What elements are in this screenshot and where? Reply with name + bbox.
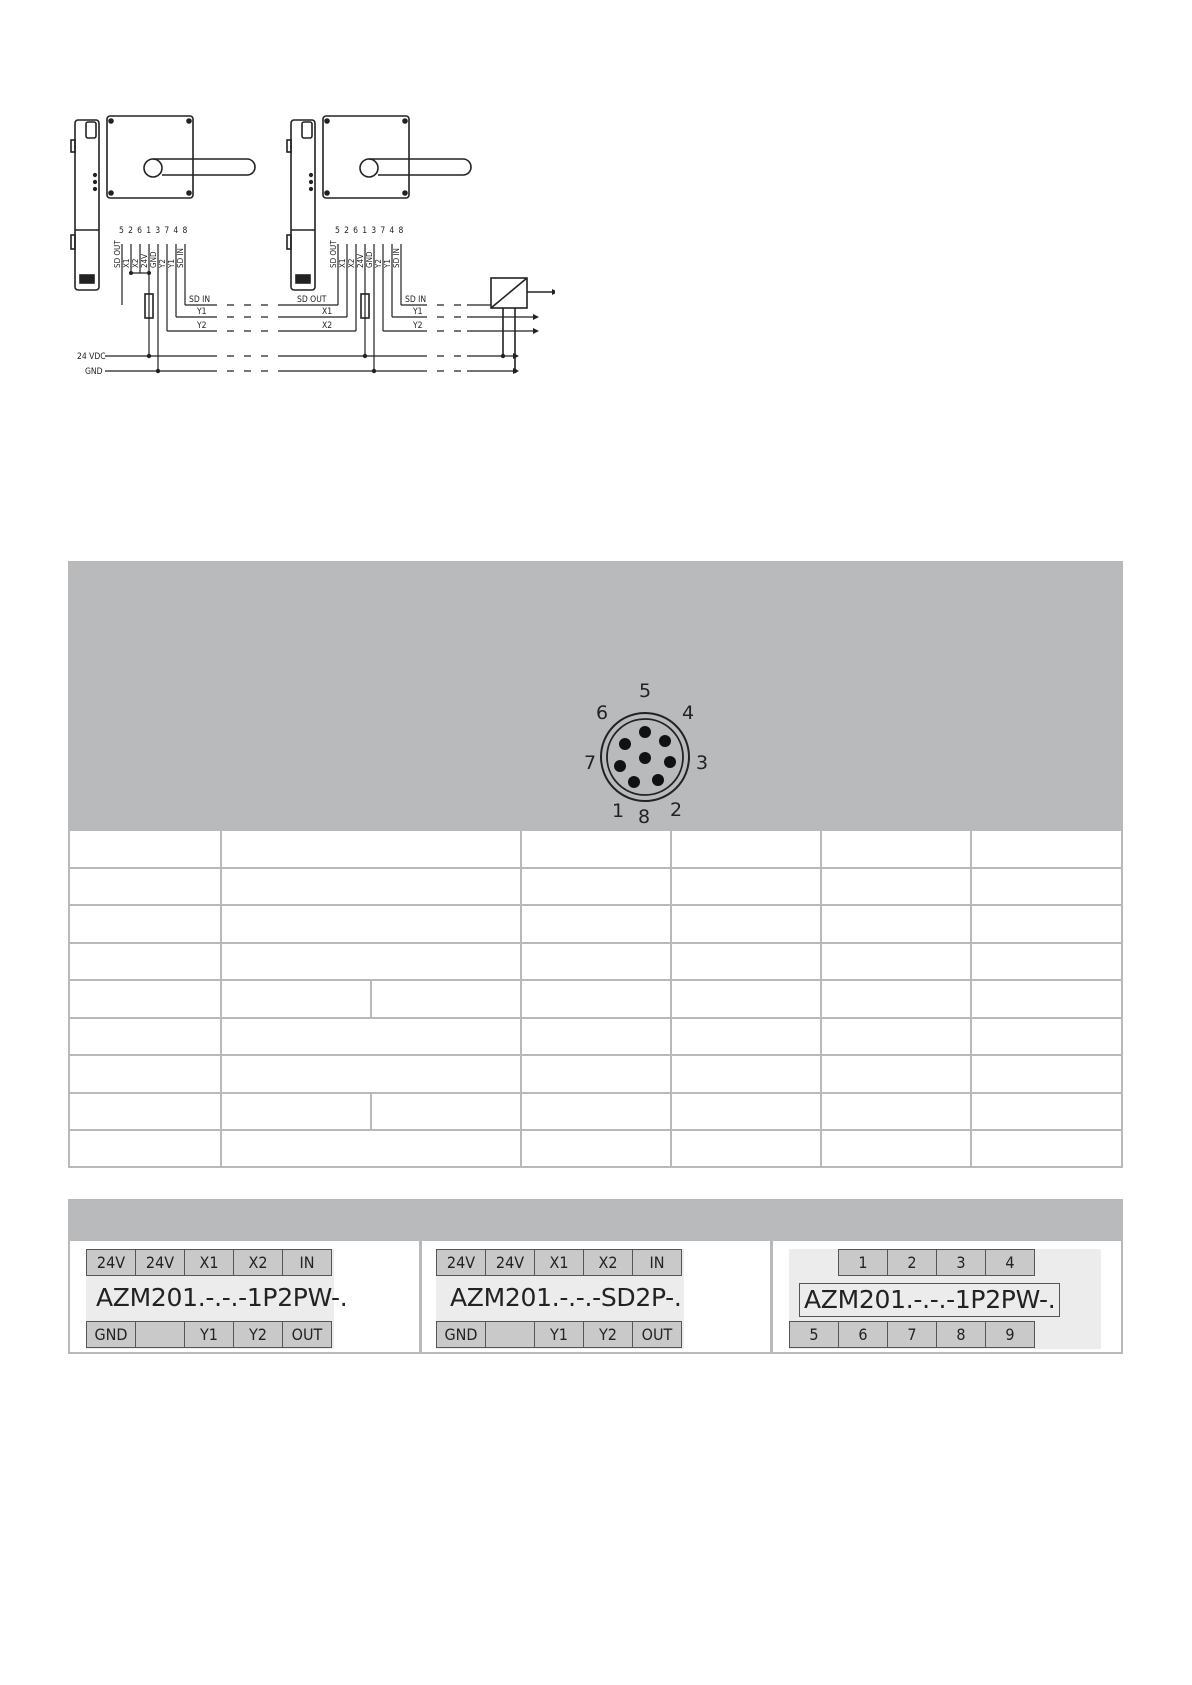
table-cell [820,829,970,867]
evaluation-unit [491,278,553,371]
terminal-label: X1 [122,258,131,268]
table-cell [970,1054,1121,1092]
safety-switch-right [287,120,315,290]
marking-code: AZM201.-.-.-1P2PW-. [799,1283,1060,1317]
table-cell [820,1129,970,1167]
table-cell [70,942,220,980]
table-cell [820,942,970,980]
pin-label-2: 2 [670,799,683,821]
pin-label-6: 6 [596,702,609,724]
label-sd-out-right: SD OUT [297,295,327,305]
marking-label-1 [70,1241,419,1354]
door-handle-left [107,116,255,198]
terminal-bottom-3: Y1 [184,1321,234,1348]
table-cell [670,904,820,942]
table-cell [670,1017,820,1055]
pin-label-3: 3 [696,752,709,774]
marking-table [68,1199,1123,1354]
table-cell [970,942,1121,980]
table-cell [970,867,1121,905]
pin-label-5: 5 [639,680,652,702]
terminal-top-2: 24V [135,1249,185,1276]
label-sd-in-right: SD IN [405,295,427,305]
table-cell [520,829,670,867]
pin-label-8: 8 [638,806,651,828]
pin-label-4: 4 [682,702,695,724]
terminal-bottom-2: 6 [838,1321,888,1348]
label-sd-in-left: SD IN [189,295,211,305]
terminal-top-3: X1 [184,1249,234,1276]
door-handle-right [323,116,471,198]
table-cell [970,1129,1121,1167]
table-cell [670,942,820,980]
table-cell [220,904,520,942]
terminal-label: Y1 [167,259,176,268]
table-cell [670,979,820,1017]
wiring-diagram [55,110,555,385]
connector-header [70,563,1121,829]
terminal-top-4: 4 [985,1249,1035,1276]
terminal-bottom-1: 5 [789,1321,839,1348]
terminal-label: GND [149,251,158,268]
table-cell [70,979,220,1017]
table-cell [970,904,1121,942]
terminal-bottom-5: OUT [632,1321,682,1348]
table-cell [70,1129,220,1167]
terminal-bottom-3: 7 [887,1321,937,1348]
label-24vdc: 24 VDC [77,352,106,362]
terminal-top-4: X2 [583,1249,633,1276]
terminal-bottom-4: Y2 [583,1321,633,1348]
terminal-top-4: X2 [233,1249,283,1276]
table-cell [520,904,670,942]
table-cell [220,1054,520,1092]
table-cell [970,979,1121,1017]
terminal-label: 24V [140,253,149,268]
table-cell [220,867,520,905]
terminal-bottom-4: 8 [936,1321,986,1348]
table-cell [820,1017,970,1055]
connector-pins [614,726,676,788]
table-cell [220,1129,520,1167]
table-cell [520,867,670,905]
table-cell [220,942,520,980]
table-cell [370,979,520,1017]
terminal-bottom-1: GND [86,1321,136,1348]
table-cell [220,979,370,1017]
label-x1-right: X1 [322,307,333,317]
table-cell [220,1017,520,1055]
table-cell [70,1017,220,1055]
terminal-label: SD OUT [113,240,122,268]
label-y2-right: Y2 [413,321,423,331]
terminal-label: Y2 [374,259,383,268]
terminal-numbers-right: 52613748 [335,226,408,236]
label-gnd: GND [85,367,103,377]
safety-switch-left [71,120,99,290]
terminal-label: X2 [131,258,140,268]
table-cell [670,867,820,905]
label-y2-left: Y2 [197,321,207,331]
terminal-top-5: IN [632,1249,682,1276]
table-cell [670,1054,820,1092]
terminal-label: Y2 [158,259,167,268]
table-cell [820,867,970,905]
terminal-top-2: 24V [485,1249,535,1276]
terminal-label: SD OUT [329,240,338,268]
terminal-top-3: 3 [936,1249,986,1276]
marking-label-3 [773,1241,1123,1354]
pin-label-1: 1 [612,800,625,822]
table-cell [970,829,1121,867]
terminal-label: SD IN [392,248,401,268]
table-cell [520,1017,670,1055]
table-cell [70,829,220,867]
terminal-label: X2 [347,258,356,268]
marking-header [70,1201,1121,1241]
pin-label-7: 7 [584,752,597,774]
marking-label-2 [422,1241,770,1354]
table-cell [520,942,670,980]
terminal-bottom-2 [485,1321,535,1348]
table-cell [220,1092,370,1130]
terminal-top-1: 1 [838,1249,888,1276]
table-cell [820,1092,970,1130]
table-cell [370,1092,520,1130]
table-cell [220,829,520,867]
table-cell [670,829,820,867]
table-cell [970,1017,1121,1055]
table-cell [970,1092,1121,1130]
terminal-top-5: IN [282,1249,332,1276]
label-y1-left: Y1 [197,307,207,317]
terminal-top-1: 24V [86,1249,136,1276]
terminal-numbers-left: 52613748 [119,226,192,236]
table-cell [820,1054,970,1092]
table-cell [70,904,220,942]
table-cell [670,1092,820,1130]
marking-code: AZM201.-.-.-1P2PW-. [96,1283,348,1312]
table-cell [70,867,220,905]
terminal-bottom-4: Y2 [233,1321,283,1348]
table-cell [520,979,670,1017]
m12-connector-pinout [530,667,760,847]
terminal-bottom-5: 9 [985,1321,1035,1348]
terminal-bottom-1: GND [436,1321,486,1348]
terminal-label: X1 [338,258,347,268]
table-cell [520,1092,670,1130]
terminal-top-3: X1 [534,1249,584,1276]
terminal-bottom-2 [135,1321,185,1348]
label-y1-right: Y1 [413,307,423,317]
table-cell [520,1054,670,1092]
table-cell [670,1129,820,1167]
terminal-label: 24V [356,253,365,268]
table-cell [70,1092,220,1130]
terminal-bottom-5: OUT [282,1321,332,1348]
terminal-label: Y1 [383,259,392,268]
table-cell [820,979,970,1017]
marking-code: AZM201.-.-.-SD2P-. [450,1283,682,1312]
connector-table [68,561,1123,1168]
table-cell [70,1054,220,1092]
terminal-label: SD IN [176,248,185,268]
table-cell [520,1129,670,1167]
terminal-top-1: 24V [436,1249,486,1276]
terminal-label: GND [365,251,374,268]
terminal-bottom-3: Y1 [534,1321,584,1348]
table-cell [820,904,970,942]
label-x2-right: X2 [322,321,333,331]
terminal-top-2: 2 [887,1249,937,1276]
